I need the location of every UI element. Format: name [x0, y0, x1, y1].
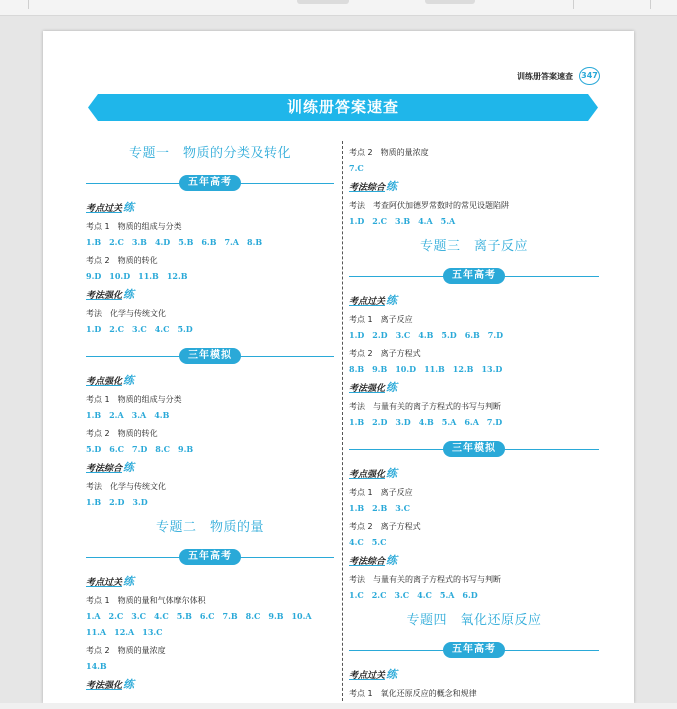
toolbar-button[interactable]: [297, 0, 349, 4]
banner-title: 训练册答案速查: [286, 98, 399, 116]
answers: 11.A 12.A 13.C: [86, 627, 163, 637]
exam-point: 考点 2 物质的转化: [86, 429, 158, 438]
exam-point: 考点 1 物质的组成与分类: [86, 222, 182, 231]
toolbar-button[interactable]: [425, 0, 475, 4]
top-toolbar: [0, 0, 677, 16]
answers: 7.C: [349, 163, 364, 173]
section-heading: 考点过关练: [349, 294, 398, 307]
section-heading: 考点过关练: [349, 668, 398, 681]
band-label: 五年高考: [179, 175, 241, 191]
title-banner: [88, 94, 598, 121]
topic-title: 专题三 离子反应: [419, 239, 528, 254]
exam-point: 考点 1 物质的组成与分类: [86, 395, 182, 404]
exam-point: 考点 1 氧化还原反应的概念和规律: [349, 689, 477, 698]
band-label: 五年高考: [443, 642, 505, 658]
exam-point: 考点 2 物质的量浓度: [86, 646, 166, 655]
topic-title: 专题二 物质的量: [155, 520, 264, 535]
band-label: 五年高考: [443, 268, 505, 284]
section-heading: 考法综合练: [349, 180, 398, 193]
exam-point: 考点 1 物质的量和气体摩尔体积: [86, 596, 206, 605]
toolbar-separator: [650, 0, 651, 9]
section-heading: 考点强化练: [86, 374, 135, 387]
answers: 1.D 2.C 3.C 4.C 5.D: [86, 324, 193, 334]
band-label: 三年模拟: [443, 441, 505, 457]
band-label: 三年模拟: [179, 348, 241, 364]
exam-point: 考点 2 离子方程式: [349, 522, 421, 531]
section-heading: 考法综合练: [86, 461, 135, 474]
running-head: 训练册答案速查: [517, 72, 573, 81]
exam-point: 考点 2 物质的量浓度: [349, 148, 429, 157]
section-band: [86, 548, 334, 566]
band-label: 五年高考: [179, 549, 241, 565]
answers: 1.B 2.C 3.B 4.D 5.B 6.B 7.A 8.B: [86, 237, 263, 247]
section-band: [86, 347, 334, 365]
section-band: [349, 267, 599, 285]
section-band: [349, 440, 599, 458]
section-heading: 考法强化练: [349, 381, 398, 394]
section-heading: 考法强化练: [86, 288, 135, 301]
answers: 1.D 2.D 3.C 4.B 5.D 6.B 7.D: [349, 330, 504, 340]
answers: 14.B: [86, 661, 107, 671]
left-column: [86, 136, 334, 693]
answers: 1.D 2.C 3.B 4.A 5.A: [349, 216, 456, 226]
answers: 1.A 2.C 3.C 4.C 5.B 6.C 7.B 8.C 9.B 10.A: [86, 611, 312, 621]
page-number: 347: [579, 67, 600, 85]
toolbar-separator: [28, 0, 29, 9]
answers: 4.C 5.C: [349, 537, 387, 547]
answers: 1.C 2.C 3.C 4.C 5.A 6.D: [349, 590, 478, 600]
exam-point: 考法 考查阿伏加德罗常数时的常见设题陷阱: [349, 201, 509, 210]
exam-point: 考法 化学与传统文化: [86, 482, 166, 491]
exam-point: 考点 1 离子反应: [349, 488, 413, 497]
exam-point: 考法 与量有关的离子方程式的书写与判断: [349, 575, 501, 584]
section-band: [349, 641, 599, 659]
section-heading: 考点强化练: [349, 467, 398, 480]
exam-point: 考点 2 物质的转化: [86, 256, 158, 265]
answers: 1.B 2.D 3.D: [86, 497, 148, 507]
toolbar-separator: [573, 0, 574, 9]
section-heading: 考法强化练: [86, 678, 135, 691]
right-column: [349, 136, 599, 701]
topic-title: 专题一 物质的分类及转化: [128, 146, 291, 161]
exam-point: 考法 与量有关的离子方程式的书写与判断: [349, 402, 501, 411]
answers: 1.B 2.A 3.A 4.B: [86, 410, 170, 420]
answers: 8.B 9.B 10.D 11.B 12.B 13.D: [349, 364, 503, 374]
section-heading: 考法综合练: [349, 554, 398, 567]
document-page: [43, 31, 634, 703]
answers: 1.B 2.B 3.C: [349, 503, 410, 513]
topic-title: 专题四 氧化还原反应: [406, 613, 542, 628]
exam-point: 考点 1 离子反应: [349, 315, 413, 324]
section-band: [86, 174, 334, 192]
exam-point: 考法 化学与传统文化: [86, 309, 166, 318]
status-bar: [0, 703, 677, 709]
column-divider: [342, 141, 343, 703]
answers: 9.D 10.D 11.B 12.B: [86, 271, 188, 281]
section-heading: 考点过关练: [86, 201, 135, 214]
answers: 1.B 2.D 3.D 4.B 5.A 6.A 7.D: [349, 417, 503, 427]
answers: 5.D 6.C 7.D 8.C 9.B: [86, 444, 194, 454]
exam-point: 考点 2 离子方程式: [349, 349, 421, 358]
section-heading: 考点过关练: [86, 575, 135, 588]
